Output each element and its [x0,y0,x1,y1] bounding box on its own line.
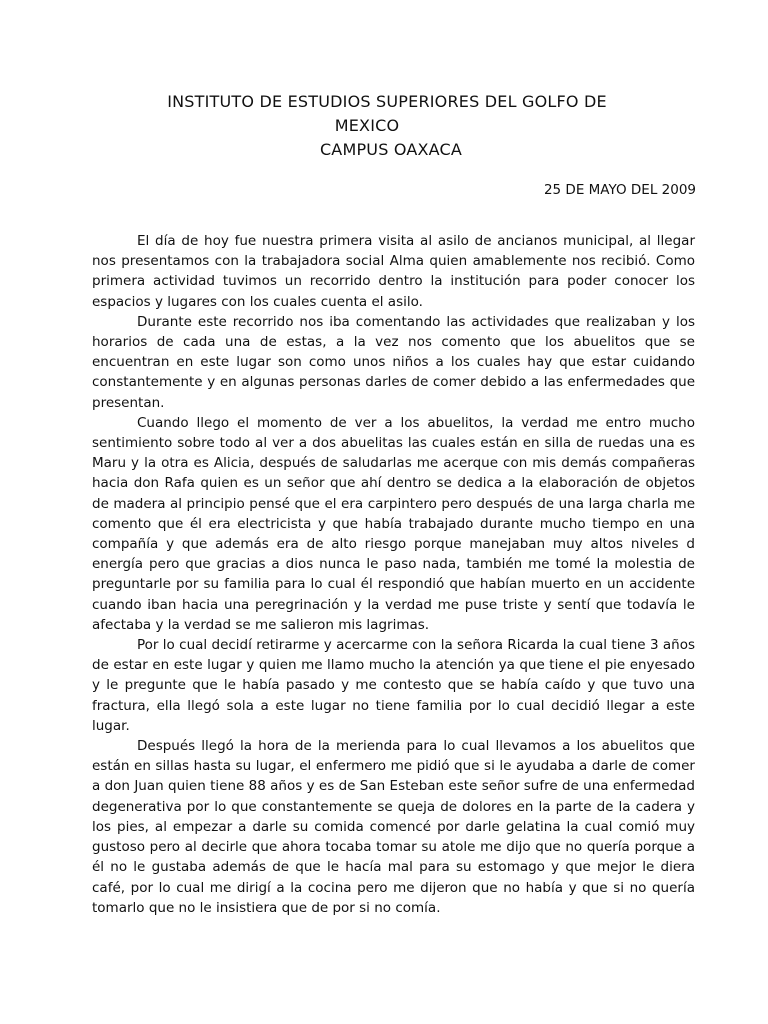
document-title [92,90,682,162]
title-line: INSTITUTO DE ESTUDIOS SUPERIORES DEL GOLFO DE [167,92,607,111]
body-paragraph: Cuando llego el momento de ver a los abuelitos, la verdad me entro mucho sentimiento sobre todo al ver a dos abuelitas las cuales están en silla de ruedas una es Maru y la otra es Alicia, después de saludarlas me acerque con mis demás compañeras hacia don Rafa quien es un señor que ahí dentro se dedica a la elaboración de objetos de madera al principio pensé que el era carpintero pero después de una larga charla me comento que él era electricista y que había trabajado durante mucho tiempo en una compañía y que además era de alto riesgo porque manejaban muy altos niveles d energía pero que gracias a dios nunca le paso nada, también me tomé la molestia de preguntarle por su familia para lo cual él respondió que habían muerto en un accidente cuando iban hacia una peregrinación y la verdad me puse triste y sentí que todavía le afectaba y la verdad se me salieron mis lagrimas. [92,414,695,633]
body-paragraph: El día de hoy fue nuestra primera visita al asilo de ancianos municipal, al llegar nos presentamos con la trabajadora social Alma quien amablemente nos recibió. Como primera actividad tuvimos un recorrido dentro la institución para poder conocer los espacios y lugares con los cuales cuenta el asilo. [92,233,695,310]
title-line: MEXICO [334,116,400,135]
title-line: CAMPUS OAXACA [319,140,463,159]
body-paragraph: Durante este recorrido nos iba comentando las actividades que realizaban y los horarios de cada una de estas, a la vez nos comento que los abuelitos que se encuentran en este lugar son como unos niños a los cuales hay que estar cuidando constantemente y en algunas personas darles de comer debido a las enfermedades que presentan. [92,313,695,411]
document-body [92,231,695,918]
document-date: 25 DE MAYO DEL 2009 [543,182,696,198]
body-paragraph: Por lo cual decidí retirarme y acercarme con la señora Ricarda la cual tiene 3 años de estar en este lugar y quien me llamo mucho la atención ya que tiene el pie enyesado y le pregunte que le había pasado y me contesto que se había caído y que tuvo una fractura, ella llegó sola a este lugar no tiene familia por lo cual decidió llegar a este lugar. [92,637,695,734]
body-paragraph: Después llegó la hora de la merienda para lo cual llevamos a los abuelitos que están en sillas hasta su lugar, el enfermero me pidió que si le ayudaba a darle de comer a don Juan quien tiene 88 años y es de San Esteban este señor sufre de una enfermedad degenerativa por lo que constantemente se queja de dolores en la parte de la cadera y los pies, al empezar a darle su comida comencé por darle gelatina la cual comió muy gustoso pero al decirle que ahora tocaba tomar su atole me dijo que no quería porque a él no le gustaba además de que le hacía mal para su estomago y que mejor le diera café, por lo cual me dirigí a la cocina pero me dijeron que no había y que si no quería tomarlo que no le insistiera que de por si no comía. [92,738,695,916]
